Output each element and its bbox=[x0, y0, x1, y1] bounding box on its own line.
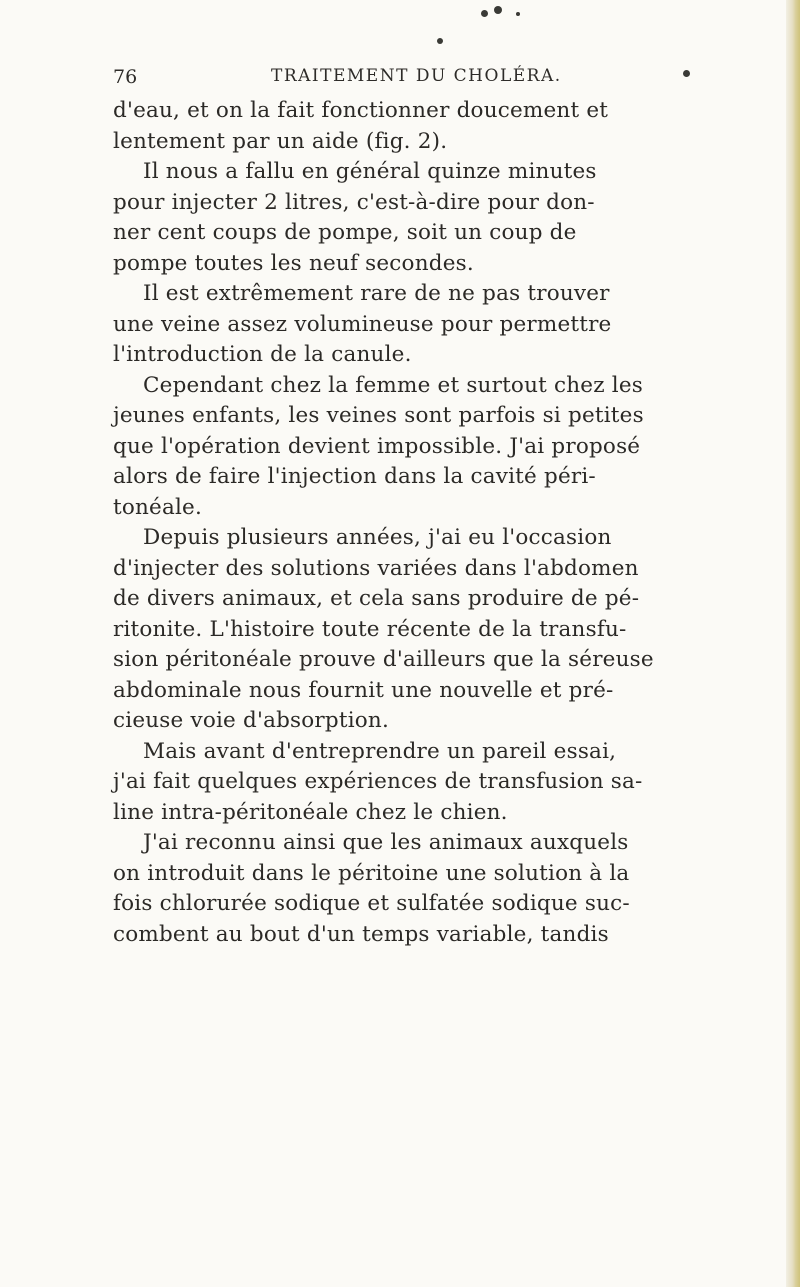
text-line: Mais avant d'entreprendre un pareil essai, bbox=[143, 738, 617, 764]
text-line: une veine assez volumineuse pour permettre bbox=[113, 311, 612, 337]
text-line: lentement par un aide (fig. 2). bbox=[113, 128, 448, 154]
text-line: d'eau, et on la fait fonctionner doucement et bbox=[113, 98, 609, 123]
text-line: line intra-péritonéale chez le chien. bbox=[113, 799, 508, 825]
text-line: alors de faire l'injection dans la cavité péri- bbox=[113, 464, 596, 489]
text-line: ritonite. L'histoire toute récente de la transfu- bbox=[113, 616, 627, 642]
text-line: cieuse voie d'absorption. bbox=[113, 708, 390, 733]
running-title: TRAITEMENT DU CHOLÉRA. bbox=[271, 66, 562, 86]
text-line: tonéale. bbox=[113, 494, 203, 520]
body-text bbox=[113, 96, 715, 950]
text-line: que l'opération devient impossible. J'ai proposé bbox=[113, 433, 641, 459]
text-line: abdominale nous fournit une nouvelle et pré- bbox=[113, 677, 614, 703]
text-line: Il est extrêmement rare de ne pas trouver bbox=[143, 281, 610, 306]
page-edge-shadow bbox=[786, 0, 800, 1287]
text-line: pompe toutes les neuf secondes. bbox=[113, 250, 474, 276]
ink-speck bbox=[437, 38, 443, 44]
text-line: jeunes enfants, les veines sont parfois si petites bbox=[113, 403, 644, 428]
text-line: on introduit dans le péritoine une solution à la bbox=[113, 860, 630, 886]
text-line: Cependant chez la femme et surtout chez les bbox=[143, 372, 643, 398]
ink-speck bbox=[481, 10, 488, 17]
page-header bbox=[113, 66, 713, 88]
text-line: de divers animaux, et cela sans produire de pé- bbox=[113, 586, 640, 611]
text-line: Depuis plusieurs années, j'ai eu l'occasion bbox=[143, 525, 612, 550]
text-line: j'ai fait quelques expériences de transfusion sa- bbox=[113, 769, 643, 794]
text-line: l'introduction de la canule. bbox=[113, 342, 412, 367]
text-line: sion péritonéale prouve d'ailleurs que la séreuse bbox=[113, 647, 654, 672]
ink-speck bbox=[494, 6, 502, 14]
text-line: combent au bout d'un temps variable, tandis bbox=[113, 921, 609, 947]
text-line: J'ai reconnu ainsi que les animaux auxquels bbox=[143, 830, 629, 855]
page-number: 76 bbox=[113, 66, 138, 88]
text-line: Il nous a fallu en général quinze minutes bbox=[143, 159, 597, 184]
text-line: pour injecter 2 litres, c'est-à-dire pour don- bbox=[113, 189, 595, 215]
text-line: ner cent coups de pompe, soit un coup de bbox=[113, 220, 577, 245]
text-line: d'injecter des solutions variées dans l'abdomen bbox=[113, 555, 639, 581]
text-line: fois chlorurée sodique et sulfatée sodique suc- bbox=[113, 891, 630, 916]
ink-speck bbox=[516, 12, 520, 16]
